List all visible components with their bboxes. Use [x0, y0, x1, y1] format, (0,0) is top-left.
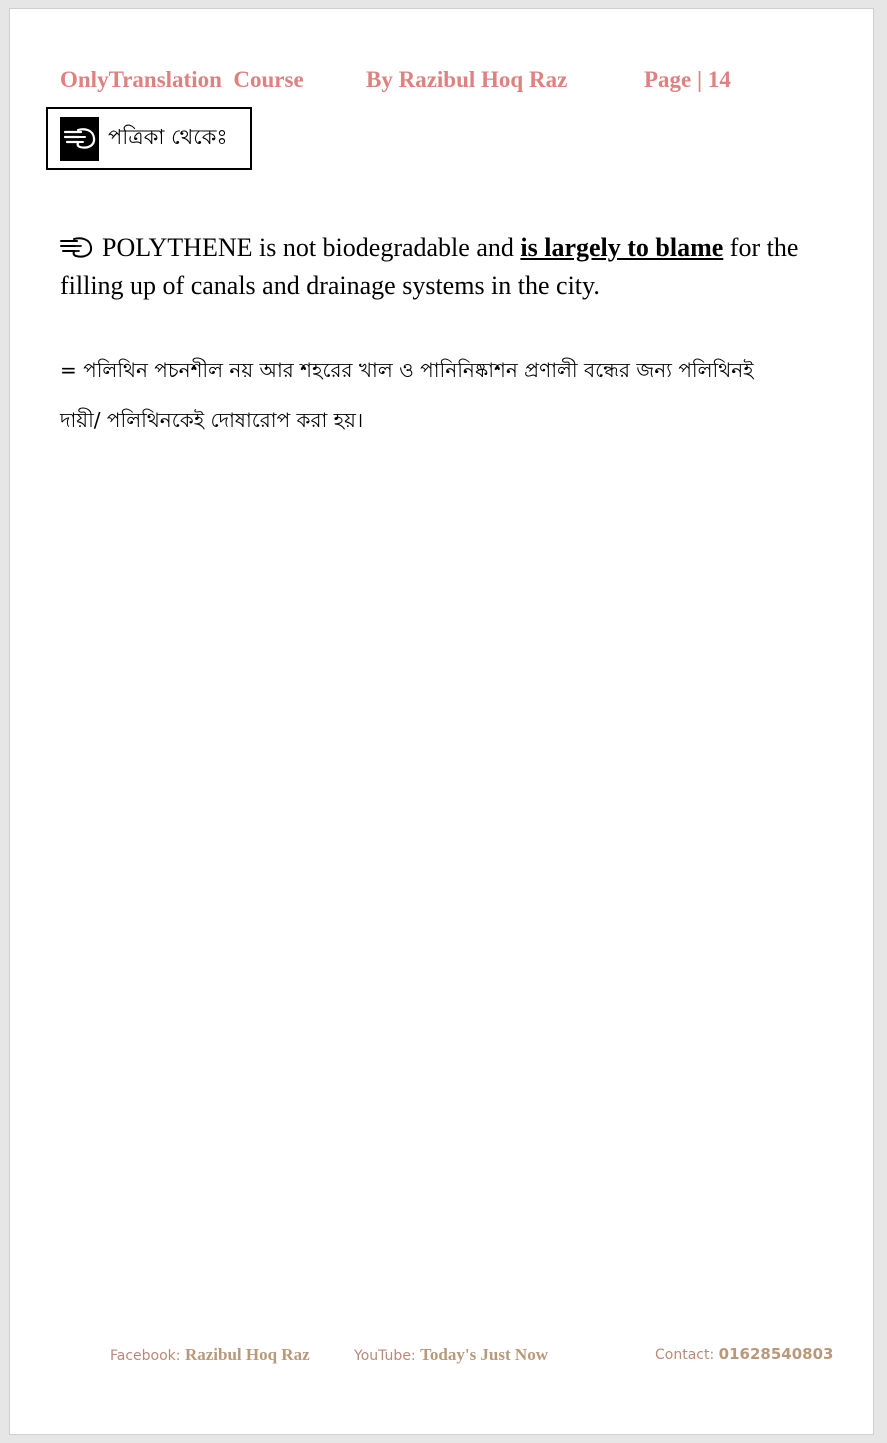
facebook-label: Facebook:	[110, 1348, 185, 1364]
sentence-highlight: is largely to blame	[520, 233, 724, 262]
footer-youtube	[354, 1345, 548, 1365]
document-page	[9, 8, 874, 1435]
footer-facebook	[110, 1345, 310, 1365]
pointing-hand-icon	[60, 235, 94, 269]
source-label-box	[46, 107, 252, 170]
source-label: পত্রিকা থেকেঃ	[108, 125, 228, 149]
youtube-value: Today's Just Now	[420, 1345, 548, 1364]
youtube-label: YouTube:	[354, 1348, 421, 1364]
header-author: By Razibul Hoq Raz	[366, 67, 568, 92]
header-page-number: Page | 14	[644, 67, 731, 92]
english-sentence	[60, 231, 800, 303]
footer-contact	[655, 1345, 833, 1364]
sentence-before: POLYTHENE is not biodegradable and	[102, 233, 521, 262]
contact-value: 01628540803	[718, 1345, 834, 1363]
bengali-translation: = পলিথিন পচনশীল নয় আর শহরের খাল ও পানিনিষ্কাশন প্রণালী বন্ধের জন্য পলিথিনই দায়ী/ পলিথিনকেই দোষারোপ করা হয়।	[60, 358, 754, 432]
header-course-title: OnlyTranslation Course	[60, 67, 304, 92]
facebook-value: Razibul Hoq Raz	[184, 1345, 310, 1364]
sentence-after: for the filling up of canals and drainage systems in the city.	[60, 233, 799, 300]
pointing-hand-icon	[60, 117, 99, 161]
contact-label: Contact:	[655, 1347, 719, 1363]
